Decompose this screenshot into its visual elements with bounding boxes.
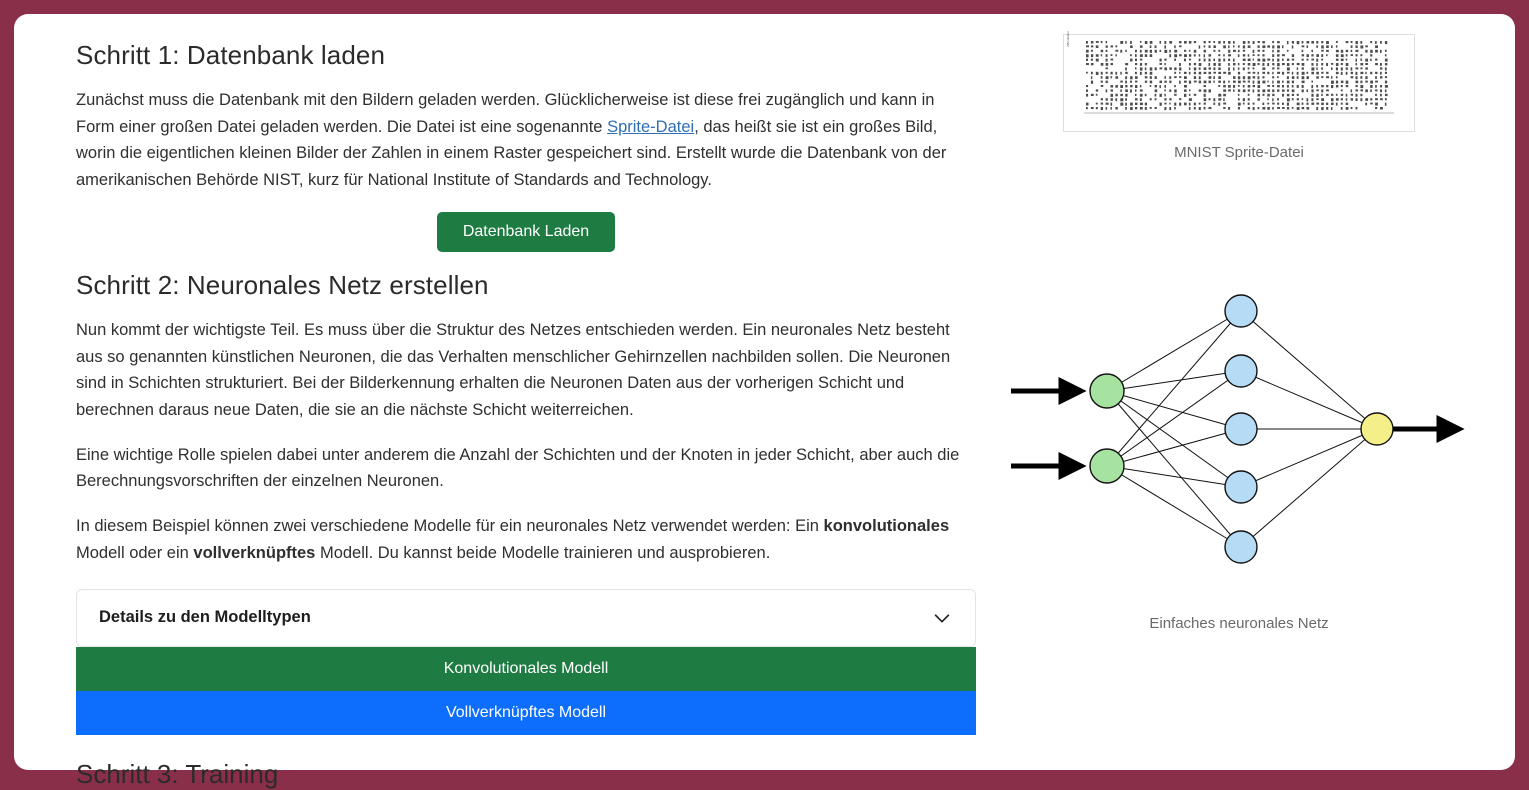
step2-paragraph-3 — [76, 513, 976, 566]
step1-paragraph-part1: Zunächst muss die Datenbank mit den Bildern geladen werden. Glücklicherweise ist diese frei zugänglich und kann in Form einer großen Datei geladen werden. Die Datei ist eine sogenannte — [76, 91, 935, 136]
konvolutionales-modell-button[interactable]: Konvolutionales Modell — [76, 647, 976, 691]
step1-paragraph-part2: , das heißt sie ist ein großes Bild, worin die eigentlichen kleinen Bilder der Zahlen in einem Raster gespeichert sind. Erstellt wurde die Datenbank von der amerikanischen Behörde NIST, kurz für National Institute of Standards and Technology. — [76, 117, 947, 190]
step3-title: Schritt 3: Training — [76, 758, 279, 789]
nn-output-node — [1361, 413, 1393, 445]
step2-title: Schritt 2: Neuronales Netz erstellen — [76, 269, 489, 300]
accordion-label: Details zu den Modelltypen — [99, 608, 311, 627]
vollverknuepftes-modell-button[interactable]: Vollverknüpftes Modell — [76, 691, 976, 735]
step1-title: Schritt 1: Datenbank laden — [76, 40, 386, 70]
neural-network-graphic — [989, 281, 1489, 611]
step2-paragraph-1: Nun kommt der wichtigste Teil. Es muss über die Struktur des Netzes entschieden werden. Ein neuronales Netz besteht aus so genannten künstlichen Neuronen, die das Verhalten menschlicher Gehirnzellen nachbilden sollen. Die Neuronen sind in Schichten strukturiert. Bei der Bilderkennung erhalten die Neuronen Daten aus der vorherigen Schicht und berechnen daraus neue Daten, die sie an die nächste Schicht weiterreichen. — [76, 320, 951, 420]
step2-p3-part1: In diesem Beispiel können zwei verschiedene Modelle für ein neuronales Netz verwendet werden: Ein — [76, 517, 824, 536]
nn-hidden-node-2 — [1225, 355, 1257, 387]
load-db-button-wrap — [76, 212, 976, 252]
main-content-column — [76, 40, 976, 790]
nn-hidden-node-1 — [1225, 295, 1257, 327]
svg-text:Ziffernbilder: Ziffernbilder — [1066, 31, 1070, 47]
sprite-grid-graphic — [1064, 31, 1414, 131]
nn-hidden-node-4 — [1225, 471, 1257, 503]
model-details-accordion[interactable] — [76, 589, 976, 647]
step2-p3-bold2: vollverknüpftes — [193, 543, 316, 562]
neural-network-figure — [989, 281, 1489, 632]
load-database-button[interactable]: Datenbank Laden — [437, 212, 615, 252]
page-content — [14, 14, 1515, 789]
nn-hidden-node-5 — [1225, 531, 1257, 563]
mnist-sprite-figure — [1063, 31, 1415, 161]
step2-p3-part2: Modell oder ein — [76, 543, 194, 562]
nn-input-node-1 — [1090, 374, 1124, 408]
sprite-caption: MNIST Sprite-Datei — [1174, 144, 1304, 161]
step2-paragraph-2: Eine wichtige Rolle spielen dabei unter anderem die Anzahl der Schichten und der Knoten in jeder Schicht, aber auch die Berechnungsvorschriften der einzelnen Neuronen. — [76, 445, 960, 491]
nn-input-node-2 — [1090, 449, 1124, 483]
app-window — [14, 14, 1515, 789]
figures-column — [989, 31, 1489, 632]
chevron-down-icon[interactable] — [931, 607, 953, 629]
nn-hidden-node-3 — [1225, 413, 1257, 445]
nn-caption: Einfaches neuronales Netz — [1149, 615, 1329, 632]
step2-p3-part3: Modell. Du kannst beide Modelle trainieren und ausprobieren. — [315, 543, 771, 562]
mnist-sprite-image — [1063, 31, 1415, 132]
step2-p3-bold1: konvolutionales — [823, 517, 950, 536]
step1-paragraph — [76, 87, 976, 194]
sprite-datei-link[interactable]: Sprite-Datei — [607, 117, 695, 136]
